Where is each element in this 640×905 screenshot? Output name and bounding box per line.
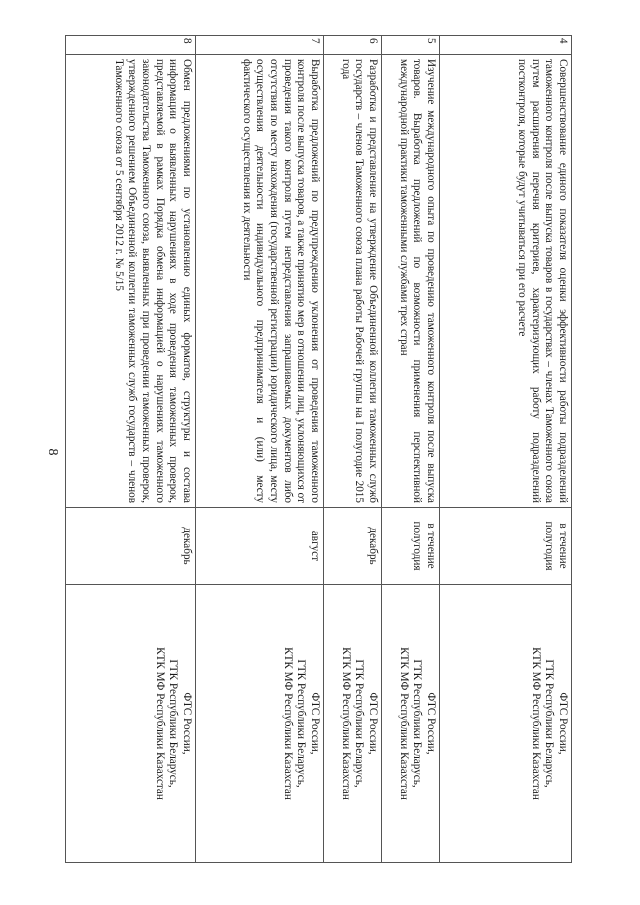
responsible-agencies <box>382 585 440 863</box>
responsible-agency: КТК МФ Республики Казахстан <box>281 647 294 800</box>
row-number: 4 <box>440 36 572 55</box>
responsible-agency: ФТС России, <box>367 692 379 755</box>
deadline: в течение полугодия <box>440 508 572 585</box>
responsible-agencies <box>196 585 324 863</box>
responsible-agency: ГТК Республики Беларусь, <box>411 659 424 788</box>
deadline: декабрь <box>66 508 196 585</box>
measure-description: Разработка и представление на утверждение Объединенной коллегии таможенных служб государств – членов Таможенного союза плана работы Рабочей группы на I полугодие 2015 года <box>324 55 382 508</box>
responsible-agency: ФТС России, <box>181 692 193 755</box>
responsible-agency: КТК МФ Республики Казахстан <box>397 647 410 800</box>
responsible-agency: КТК МФ Республики Казахстан <box>339 647 352 800</box>
row-number: 6 <box>324 36 382 55</box>
responsible-agency: ФТС России, <box>425 692 437 755</box>
page-number: 8 <box>45 448 60 456</box>
table-row <box>382 36 440 863</box>
responsible-agencies <box>440 585 572 863</box>
table-row <box>440 36 572 863</box>
measure-description: Совершенствование единого показателя оценки эффективности работы подразделений таможенного контроля после выпуска товаров в государствах – членах Таможенного союза путем расширения перечня критериев, характеризующих работу подразделений постконтроля, которые будут учитываться при его расчете <box>440 55 572 508</box>
table-row <box>66 36 196 863</box>
row-number: 5 <box>382 36 440 55</box>
responsible-agency: ГТК Республики Беларусь, <box>167 659 180 788</box>
deadline: в течение полугодия <box>382 508 440 585</box>
responsible-agency: ГТК Республики Беларусь, <box>295 659 308 788</box>
measure-description: Изучение международного опыта по проведению таможенного контроля после выпуска товаров. Выработка предложений по возможности применения перспективной международной практики таможенными службами трех стран <box>382 55 440 508</box>
row-number: 8 <box>66 36 196 55</box>
responsible-agencies <box>324 585 382 863</box>
measure-description: Выработка предложений по предупреждению уклонения от проведения таможенного контроля после выпуска товаров, а также принятию мер в отношении лиц, уклоняющихся от проведения такого контроля путем непредставления запрашиваемых документов либо отсутствия по месту нахождения (государственной регистрации) юридического лица, месту осуществления деятельности индивидуального предпринимателя и (или) месту фактического осуществления их деятельности <box>196 55 324 508</box>
table-row <box>324 36 382 863</box>
work-plan-table <box>65 35 572 863</box>
deadline: август <box>196 508 324 585</box>
measure-description: Обмен предложениями по установлению единых форматов, структуры и состава информации о выявленных нарушениях в ходе проведения таможенных проверок, представляемой в рамках Порядка обмена информацией о нарушениях таможенного законодательства Таможенного союза, выявленных при проведении таможенных проверок, утвержденного решением Объединенной коллегии таможенных служб государств – членов Таможенного союза от 5 сентября 2012 г. № 5/15 <box>66 55 196 508</box>
responsible-agency: ФТС России, <box>309 692 321 755</box>
responsible-agency: ГТК Республики Беларусь, <box>353 659 366 788</box>
table-row <box>196 36 324 863</box>
deadline: декабрь <box>324 508 382 585</box>
responsible-agency: КТК МФ Республики Казахстан <box>153 647 166 800</box>
responsible-agency: ФТС России, <box>557 692 569 755</box>
responsible-agency: ГТК Республики Беларусь, <box>543 659 556 788</box>
row-number: 7 <box>196 36 324 55</box>
responsible-agencies <box>66 585 196 863</box>
responsible-agency: КТК МФ Республики Казахстан <box>529 647 542 800</box>
